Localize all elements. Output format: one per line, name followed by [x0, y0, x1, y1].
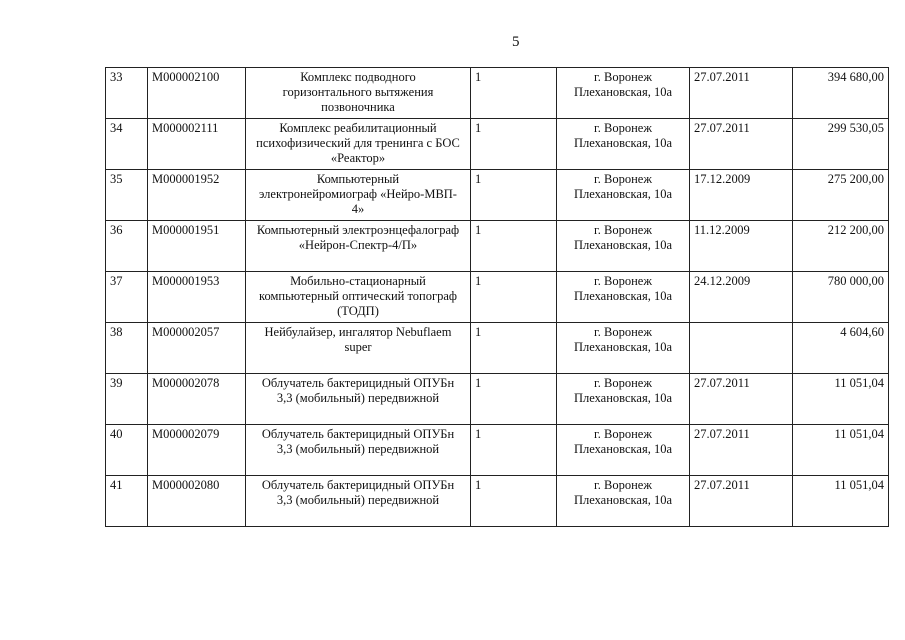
inventory-code-cell: М000001951 [148, 221, 246, 272]
item-name-cell-line: позвоночника [321, 100, 395, 114]
row-number-cell: 36 [106, 221, 148, 272]
item-name-cell-line: «Нейрон-Спектр-4/П» [298, 238, 418, 252]
table-row [106, 221, 889, 272]
row-number-cell: 33 [106, 68, 148, 119]
quantity-cell: 1 [471, 323, 557, 374]
quantity-cell: 1 [471, 425, 557, 476]
price-cell: 11 051,04 [793, 425, 889, 476]
item-name-cell-line: super [344, 340, 372, 354]
row-number-cell: 41 [106, 476, 148, 527]
item-name-cell [246, 170, 471, 221]
date-cell: 11.12.2009 [690, 221, 793, 272]
location-cell-line: Плехановская, 10а [573, 493, 673, 507]
item-name-cell-line: Нейбулайзер, ингалятор Nebuflaem [264, 325, 452, 339]
item-name-cell [246, 323, 471, 374]
location-cell [557, 374, 690, 425]
inventory-code-cell: М000002078 [148, 374, 246, 425]
quantity-cell: 1 [471, 68, 557, 119]
price-cell: 275 200,00 [793, 170, 889, 221]
table-row [106, 425, 889, 476]
item-name-cell [246, 119, 471, 170]
location-cell-line: Плехановская, 10а [573, 136, 673, 150]
price-cell: 780 000,00 [793, 272, 889, 323]
location-cell-line: г. Воронеж [594, 70, 652, 84]
item-name-cell-line: Компьютерный электроэнцефалограф [256, 223, 460, 237]
table-row [106, 272, 889, 323]
quantity-cell: 1 [471, 476, 557, 527]
inventory-code-cell: М000002079 [148, 425, 246, 476]
date-cell: 17.12.2009 [690, 170, 793, 221]
item-name-cell-line: Облучатель бактерицидный ОПУБн [261, 478, 455, 492]
item-name-cell-line: (ТОДП) [337, 304, 379, 318]
table-row [106, 476, 889, 527]
location-cell-line: Плехановская, 10а [573, 85, 673, 99]
location-cell [557, 476, 690, 527]
item-name-cell [246, 272, 471, 323]
inventory-table [105, 67, 889, 527]
location-cell-line: Плехановская, 10а [573, 340, 673, 354]
location-cell-line: Плехановская, 10а [573, 187, 673, 201]
location-cell-line: Плехановская, 10а [573, 289, 673, 303]
price-cell: 212 200,00 [793, 221, 889, 272]
table-body [106, 68, 889, 527]
table-row [106, 170, 889, 221]
inventory-code-cell: М000002111 [148, 119, 246, 170]
quantity-cell: 1 [471, 374, 557, 425]
price-cell: 4 604,60 [793, 323, 889, 374]
item-name-cell-line: Комплекс реабилитационный [279, 121, 437, 135]
item-name-cell [246, 221, 471, 272]
location-cell-line: г. Воронеж [594, 478, 652, 492]
date-cell: 27.07.2011 [690, 374, 793, 425]
table-row [106, 323, 889, 374]
page-number: 5 [512, 34, 520, 50]
location-cell [557, 323, 690, 374]
date-cell [690, 323, 793, 374]
inventory-code-cell: М000002057 [148, 323, 246, 374]
date-cell: 24.12.2009 [690, 272, 793, 323]
location-cell-line: Плехановская, 10а [573, 238, 673, 252]
date-cell: 27.07.2011 [690, 425, 793, 476]
item-name-cell-line: психофизический для тренинга с БОС [256, 136, 460, 150]
price-cell: 11 051,04 [793, 374, 889, 425]
location-cell [557, 119, 690, 170]
item-name-cell-line: 3,3 (мобильный) передвижной [276, 391, 440, 405]
item-name-cell-line: 3,3 (мобильный) передвижной [276, 493, 440, 507]
inventory-code-cell: М000002080 [148, 476, 246, 527]
quantity-cell: 1 [471, 119, 557, 170]
price-cell: 394 680,00 [793, 68, 889, 119]
location-cell-line: Плехановская, 10а [573, 391, 673, 405]
row-number-cell: 34 [106, 119, 148, 170]
price-cell: 11 051,04 [793, 476, 889, 527]
table-row [106, 119, 889, 170]
item-name-cell [246, 476, 471, 527]
item-name-cell-line: 3,3 (мобильный) передвижной [276, 442, 440, 456]
item-name-cell-line: компьютерный оптический топограф [259, 289, 457, 303]
date-cell: 27.07.2011 [690, 68, 793, 119]
location-cell [557, 68, 690, 119]
table-row [106, 68, 889, 119]
item-name-cell [246, 68, 471, 119]
item-name-cell-line: 4» [351, 202, 365, 216]
item-name-cell-line: Облучатель бактерицидный ОПУБн [261, 376, 455, 390]
location-cell-line: г. Воронеж [594, 427, 652, 441]
location-cell-line: г. Воронеж [594, 274, 652, 288]
location-cell [557, 425, 690, 476]
location-cell-line: г. Воронеж [594, 325, 652, 339]
row-number-cell: 35 [106, 170, 148, 221]
location-cell-line: г. Воронеж [594, 172, 652, 186]
item-name-cell-line: Мобильно-стационарный [290, 274, 426, 288]
date-cell: 27.07.2011 [690, 119, 793, 170]
location-cell [557, 272, 690, 323]
quantity-cell: 1 [471, 221, 557, 272]
quantity-cell: 1 [471, 170, 557, 221]
item-name-cell-line: горизонтального вытяжения [282, 85, 434, 99]
inventory-code-cell: М000002100 [148, 68, 246, 119]
location-cell-line: г. Воронеж [594, 121, 652, 135]
price-cell: 299 530,05 [793, 119, 889, 170]
row-number-cell: 39 [106, 374, 148, 425]
inventory-code-cell: М000001952 [148, 170, 246, 221]
item-name-cell-line: «Реактор» [330, 151, 386, 165]
inventory-code-cell: М000001953 [148, 272, 246, 323]
item-name-cell-line: Компьютерный [316, 172, 400, 186]
location-cell-line: г. Воронеж [594, 223, 652, 237]
location-cell-line: г. Воронеж [594, 376, 652, 390]
item-name-cell-line: Комплекс подводного [300, 70, 416, 84]
item-name-cell [246, 425, 471, 476]
date-cell: 27.07.2011 [690, 476, 793, 527]
row-number-cell: 40 [106, 425, 148, 476]
item-name-cell-line: электронейромиограф «Нейро-МВП- [259, 187, 457, 201]
location-cell [557, 170, 690, 221]
table-row [106, 374, 889, 425]
row-number-cell: 38 [106, 323, 148, 374]
location-cell-line: Плехановская, 10а [573, 442, 673, 456]
location-cell [557, 221, 690, 272]
row-number-cell: 37 [106, 272, 148, 323]
item-name-cell [246, 374, 471, 425]
item-name-cell-line: Облучатель бактерицидный ОПУБн [261, 427, 455, 441]
quantity-cell: 1 [471, 272, 557, 323]
